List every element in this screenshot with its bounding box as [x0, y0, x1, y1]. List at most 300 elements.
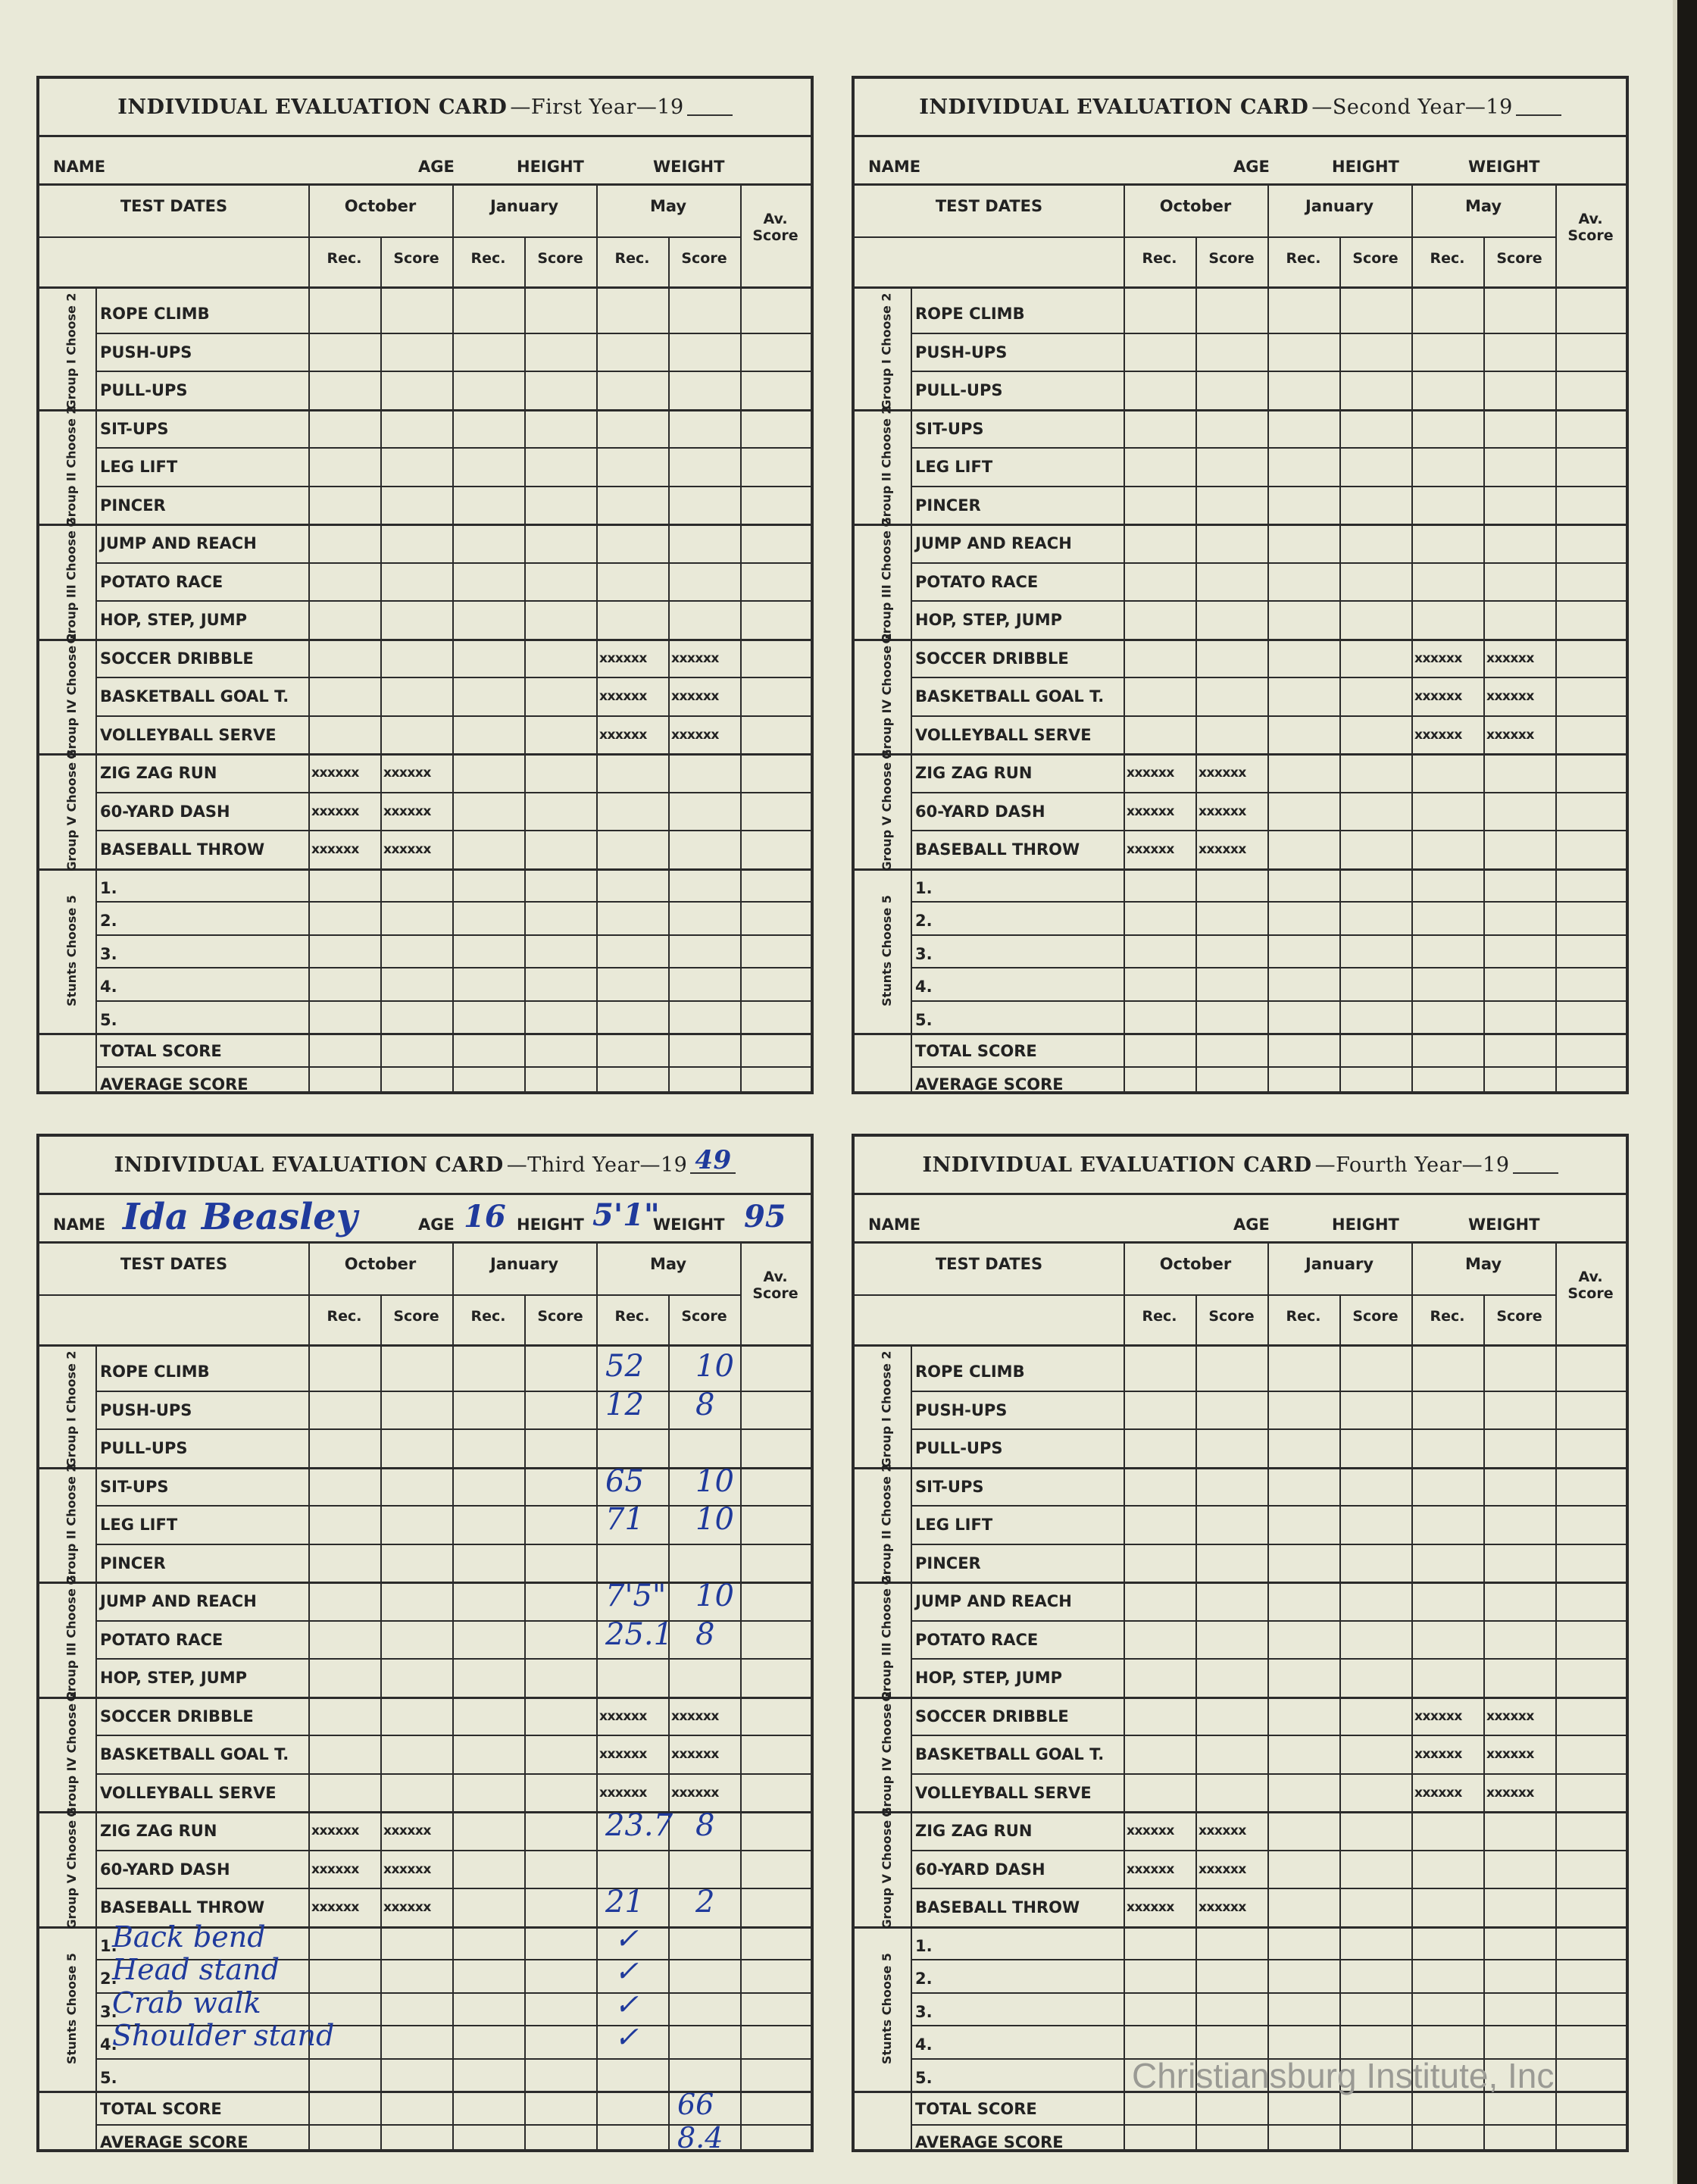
test-row-label: VOLLEYBALL SERVE — [915, 1783, 1092, 1802]
blocked-cell: xxxxxx — [1127, 803, 1174, 819]
year-fill: 49 — [695, 1145, 732, 1175]
test-row-label: 5. — [100, 2068, 117, 2087]
month-header-may: May — [1464, 197, 1502, 215]
score-header: Score — [1208, 250, 1255, 267]
blocked-cell: xxxxxx — [1127, 842, 1174, 857]
stunt-entry: Head stand — [112, 1953, 280, 1986]
grid-vline — [1555, 183, 1557, 1091]
blocked-cell: xxxxxx — [1199, 1900, 1246, 1915]
grid-vline — [1124, 183, 1125, 1091]
row-line — [95, 371, 811, 372]
row-line — [95, 600, 811, 602]
blocked-cell: xxxxxx — [1486, 1747, 1534, 1762]
test-row-label: 1. — [100, 878, 117, 897]
rec-header: Rec. — [1286, 1308, 1321, 1325]
test-row-label: 4. — [915, 978, 933, 996]
test-row-label: POTATO RACE — [100, 1630, 223, 1649]
header-bottom — [39, 1344, 811, 1347]
test-row-label: PUSH-UPS — [100, 343, 192, 361]
test-row-label: 5. — [915, 2068, 933, 2087]
year-blank — [690, 1145, 736, 1175]
group-label — [865, 1926, 908, 2092]
blocked-cell: xxxxxx — [383, 1823, 431, 1838]
group-label — [50, 1352, 92, 1467]
test-row-label: JUMP AND REACH — [100, 534, 257, 552]
blocked-cell: xxxxxx — [1486, 1785, 1534, 1801]
may-rec-entry: 21 — [605, 1885, 644, 1920]
month-header-january: January — [1305, 1255, 1374, 1273]
stunt-check: ✓ — [614, 2020, 639, 2054]
test-row-label: 1. — [100, 1936, 117, 1955]
row-line — [95, 901, 811, 903]
header-line — [39, 236, 740, 238]
group-label-text: Group III Choose 2 — [64, 1575, 79, 1702]
score-header: Score — [393, 1308, 439, 1325]
total-label: TOTAL SCORE — [100, 2100, 222, 2118]
name-row — [39, 1193, 811, 1244]
row-line — [95, 2058, 811, 2060]
blocked-cell: xxxxxx — [599, 1747, 647, 1762]
weight-label: WEIGHT — [653, 1216, 725, 1234]
group-label-text: Group II Choose 2 — [64, 1463, 79, 1585]
score-grid — [39, 1241, 811, 2154]
month-header-october: October — [344, 197, 417, 215]
blocked-cell: xxxxxx — [599, 650, 647, 666]
group-label-text: Group V Choose 2 — [879, 1807, 894, 1930]
row-line — [911, 1000, 1626, 1002]
row-line — [855, 1582, 1626, 1584]
total-label: TOTAL SCORE — [915, 2100, 1037, 2118]
row-line — [855, 639, 1626, 641]
row-line — [911, 1773, 1626, 1775]
test-row-label: 60-YARD DASH — [915, 802, 1045, 821]
grid-vline — [1411, 183, 1413, 1091]
watermark: Christiansburg Institute, Inc — [1132, 2056, 1555, 2095]
score-header: Score — [681, 250, 727, 267]
row-line — [911, 677, 1626, 678]
header-bottom — [39, 286, 811, 289]
group-label-text: Group IV Choose 2 — [879, 1690, 894, 1817]
test-dates-header: TEST DATES — [120, 197, 228, 215]
row-line — [95, 677, 811, 678]
blocked-cell: xxxxxx — [311, 803, 359, 819]
header-bottom — [855, 1344, 1626, 1347]
rec-header: Rec. — [1430, 250, 1465, 267]
blocked-cell: xxxxxx — [671, 650, 719, 666]
group-label — [865, 1575, 908, 1702]
test-row-label: JUMP AND REACH — [100, 1592, 257, 1610]
weight-label: WEIGHT — [1468, 158, 1540, 176]
test-row-label: PINCER — [915, 496, 981, 515]
row-line — [911, 934, 1626, 936]
age-label: AGE — [1233, 158, 1270, 176]
test-row-label: ROPE CLIMB — [915, 305, 1025, 323]
may-rec-entry: 52 — [605, 1349, 644, 1384]
test-row-label: ZIG ZAG RUN — [100, 1822, 217, 1840]
blocked-cell: xxxxxx — [1486, 650, 1534, 666]
blocked-cell: xxxxxx — [1199, 1861, 1246, 1877]
blocked-cell: xxxxxx — [1414, 1747, 1462, 1762]
group-label-text: Group V Choose 2 — [64, 749, 79, 872]
test-row-label: ZIG ZAG RUN — [915, 1822, 1033, 1840]
total-label: TOTAL SCORE — [915, 1042, 1037, 1060]
av-score-header: Av. Score — [752, 211, 798, 244]
test-row-label: 5. — [915, 1010, 933, 1029]
grid-vline — [452, 1241, 454, 2149]
test-row-label: PULL-UPS — [915, 1439, 1003, 1457]
row-line — [911, 1992, 1626, 1994]
month-header-january: January — [1305, 197, 1374, 215]
card-title — [39, 79, 811, 137]
height-label: HEIGHT — [517, 1216, 584, 1234]
group-label-text: Group IV Choose 2 — [879, 632, 894, 759]
test-dates-header: TEST DATES — [935, 1255, 1043, 1273]
row-line — [95, 1735, 811, 1736]
name-label: NAME — [53, 158, 106, 176]
group-label-text: Group III Choose 2 — [64, 518, 79, 644]
may-rec-entry: 23.7 — [605, 1808, 673, 1843]
may-score-entry: 8 — [695, 1616, 715, 1652]
stunt-check: ✓ — [614, 1954, 639, 1988]
row-line — [95, 715, 811, 717]
evaluation-card-3 — [36, 1134, 814, 2152]
rec-header: Rec. — [1430, 1308, 1465, 1325]
test-row-label: SIT-UPS — [915, 419, 984, 438]
age-label: AGE — [418, 1216, 455, 1234]
blocked-cell: xxxxxx — [383, 1900, 431, 1915]
card-year-label: —Second Year—19 — [1311, 95, 1513, 119]
test-row-label: 60-YARD DASH — [915, 1860, 1045, 1879]
row-line — [911, 1066, 1626, 1068]
row-line — [911, 1850, 1626, 1851]
row-line — [911, 2025, 1626, 2026]
test-row-label: PULL-UPS — [100, 1439, 188, 1457]
month-header-may: May — [649, 1255, 687, 1273]
row-line — [911, 1391, 1626, 1392]
grid-vline — [1411, 1241, 1413, 2149]
row-line — [95, 562, 811, 564]
stunt-entry: Back bend — [112, 1920, 266, 1954]
total-label: AVERAGE SCORE — [915, 2133, 1064, 2151]
test-row-label: 60-YARD DASH — [100, 802, 230, 821]
test-row-label: PULL-UPS — [915, 381, 1003, 399]
test-row-label: 3. — [100, 944, 117, 963]
row-line — [95, 1544, 811, 1545]
total-label: AVERAGE SCORE — [100, 2133, 248, 2151]
test-row-label: PINCER — [100, 496, 166, 515]
card-title — [855, 79, 1626, 137]
group-label — [865, 632, 908, 759]
group-label — [50, 1807, 92, 1930]
grid-vline — [740, 1241, 742, 2149]
score-header: Score — [1208, 1308, 1255, 1325]
grid-vline — [668, 1296, 670, 2149]
group-label — [50, 632, 92, 759]
score-header: Score — [1352, 250, 1399, 267]
group-label-text: Stunts Choose 5 — [64, 1952, 79, 2064]
group-label — [865, 518, 908, 644]
row-line — [95, 1658, 811, 1660]
group-label — [50, 1463, 92, 1585]
blocked-cell: xxxxxx — [383, 803, 431, 819]
may-score-entry: 10 — [695, 1502, 734, 1537]
test-row-label: JUMP AND REACH — [915, 1592, 1072, 1610]
blocked-cell: xxxxxx — [671, 1708, 719, 1724]
blocked-cell: xxxxxx — [599, 1785, 647, 1801]
group-divider — [911, 286, 912, 1091]
student-name: Ida Beasley — [123, 1196, 358, 1238]
group-label-text: Group V Choose 2 — [879, 749, 894, 872]
header-bottom — [855, 286, 1626, 289]
row-line — [911, 830, 1626, 831]
height-label: HEIGHT — [1332, 1216, 1399, 1234]
grid-vline — [1339, 1296, 1341, 2149]
test-row-label: BASEBALL THROW — [100, 1898, 265, 1916]
name-label: NAME — [868, 1216, 921, 1234]
group-label — [50, 749, 92, 872]
av-score-header: Av. Score — [752, 1269, 798, 1302]
name-label: NAME — [868, 158, 921, 176]
test-row-label: PINCER — [100, 1554, 166, 1572]
group-label — [50, 868, 92, 1034]
test-row-label: 5. — [100, 1010, 117, 1029]
group-label-text: Stunts Choose 5 — [879, 894, 894, 1006]
row-line — [855, 409, 1626, 411]
test-row-label: 60-YARD DASH — [100, 1860, 230, 1879]
grid-vline — [380, 1296, 382, 2149]
grid-vline — [1555, 1241, 1557, 2149]
header-line — [855, 236, 1555, 238]
test-row-label: 4. — [100, 2035, 117, 2054]
test-row-label: SOCCER DRIBBLE — [100, 649, 254, 668]
test-row-label: PULL-UPS — [100, 381, 188, 399]
test-row-label: ROPE CLIMB — [915, 1363, 1025, 1381]
may-score-entry: 10 — [695, 1579, 734, 1613]
blocked-cell: xxxxxx — [311, 1900, 359, 1915]
row-line — [855, 1926, 1626, 1929]
average-score-entry: 8.4 — [677, 2121, 723, 2154]
row-line — [39, 1033, 811, 1035]
card-title — [39, 1137, 811, 1195]
row-line — [39, 639, 811, 641]
group-label-text: Group I Choose 2 — [879, 293, 894, 410]
evaluation-card-4 — [852, 1134, 1629, 2152]
score-grid — [855, 1241, 1626, 2149]
blocked-cell: xxxxxx — [1199, 842, 1246, 857]
total-label: AVERAGE SCORE — [915, 1075, 1064, 1094]
group-label-text: Stunts Choose 5 — [879, 1952, 894, 2064]
blocked-cell: xxxxxx — [1199, 1823, 1246, 1838]
score-header: Score — [1496, 250, 1542, 267]
row-line — [95, 1850, 811, 1851]
grid-vline — [380, 238, 382, 1091]
grid-vline — [596, 183, 598, 1091]
evaluation-card-1 — [36, 76, 814, 1094]
stunt-check: ✓ — [614, 1921, 639, 1955]
test-row-label: HOP, STEP, JUMP — [100, 1669, 248, 1687]
blocked-cell: xxxxxx — [671, 1785, 719, 1801]
rec-header: Rec. — [614, 1308, 650, 1325]
month-header-january: January — [489, 197, 559, 215]
name-label: NAME — [53, 1216, 106, 1234]
group-label-text: Group IV Choose 2 — [64, 632, 79, 759]
row-line — [911, 792, 1626, 793]
test-row-label: VOLLEYBALL SERVE — [915, 725, 1092, 744]
card-year-label: —Fourth Year—19 — [1314, 1153, 1510, 1177]
grid-vline — [1483, 1296, 1485, 2149]
av-score-header: Av. Score — [1567, 1269, 1614, 1302]
av-score-header: Av. Score — [1567, 211, 1614, 244]
row-line — [911, 486, 1626, 487]
grid-vline — [668, 238, 670, 1091]
row-line — [95, 1428, 811, 1430]
blocked-cell: xxxxxx — [1414, 689, 1462, 704]
test-row-label: BASKETBALL GOAL T. — [915, 1745, 1105, 1763]
group-label-text: Group II Choose 2 — [879, 1463, 894, 1585]
group-label — [865, 1463, 908, 1585]
name-row — [855, 135, 1626, 186]
test-row-label: 4. — [100, 978, 117, 996]
blocked-cell: xxxxxx — [383, 1861, 431, 1877]
blocked-cell: xxxxxx — [311, 842, 359, 857]
grid-vline — [1124, 1241, 1125, 2149]
row-line — [39, 1697, 811, 1699]
row-line — [95, 1773, 811, 1775]
test-row-label: POTATO RACE — [915, 572, 1039, 591]
row-line — [911, 1888, 1626, 1889]
may-score-entry: 8 — [695, 1808, 715, 1843]
rec-header: Rec. — [1142, 250, 1177, 267]
grid-vline — [1267, 183, 1269, 1091]
test-row-label: PUSH-UPS — [100, 1400, 192, 1419]
rec-header: Rec. — [1286, 250, 1321, 267]
group-label-text: Group I Choose 2 — [879, 1350, 894, 1468]
blocked-cell: xxxxxx — [1127, 1861, 1174, 1877]
rec-header: Rec. — [614, 250, 650, 267]
row-line — [95, 486, 811, 487]
grid-vline — [452, 183, 454, 1091]
test-row-label: LEG LIFT — [915, 458, 993, 476]
rec-header: Rec. — [327, 250, 362, 267]
rec-header: Rec. — [1142, 1308, 1177, 1325]
test-row-label: 3. — [915, 2002, 933, 2021]
blocked-cell: xxxxxx — [1127, 765, 1174, 781]
test-row-label: BASEBALL THROW — [915, 840, 1080, 859]
group-label — [50, 405, 92, 527]
height-label: HEIGHT — [1332, 158, 1399, 176]
test-row-label: BASEBALL THROW — [100, 840, 265, 859]
group-label — [50, 1575, 92, 1702]
test-row-label: LEG LIFT — [100, 1516, 178, 1534]
row-line — [39, 868, 811, 871]
row-line — [855, 753, 1626, 756]
blocked-cell: xxxxxx — [1127, 1900, 1174, 1915]
row-line — [95, 1000, 811, 1002]
row-line — [911, 447, 1626, 449]
may-rec-entry: 71 — [605, 1502, 644, 1537]
test-row-label: SOCCER DRIBBLE — [915, 1707, 1069, 1726]
name-row — [39, 135, 811, 186]
group-label — [50, 1926, 92, 2092]
test-row-label: 3. — [915, 944, 933, 963]
row-line — [39, 753, 811, 756]
may-score-entry: 8 — [695, 1387, 715, 1422]
score-header: Score — [537, 250, 583, 267]
height-label: HEIGHT — [517, 158, 584, 176]
test-row-label: HOP, STEP, JUMP — [100, 611, 248, 629]
age-label: AGE — [418, 158, 455, 176]
test-row-label: ROPE CLIMB — [100, 305, 210, 323]
grid-vline — [740, 183, 742, 1091]
grid-vline — [308, 183, 310, 1091]
row-line — [911, 333, 1626, 334]
group-divider — [95, 1344, 97, 2149]
test-row-label: ZIG ZAG RUN — [915, 764, 1033, 782]
may-score-entry: 10 — [695, 1463, 734, 1499]
test-row-label: HOP, STEP, JUMP — [915, 611, 1063, 629]
month-header-january: January — [489, 1255, 559, 1273]
grid-vline — [1267, 1241, 1269, 2149]
group-label — [50, 1690, 92, 1817]
age-label: AGE — [1233, 1216, 1270, 1234]
row-line — [855, 868, 1626, 871]
blocked-cell: xxxxxx — [311, 1823, 359, 1838]
group-label-text: Group V Choose 2 — [64, 1807, 79, 1930]
rec-header: Rec. — [327, 1308, 362, 1325]
group-label — [50, 518, 92, 644]
rec-header: Rec. — [470, 250, 506, 267]
blocked-cell: xxxxxx — [383, 842, 431, 857]
row-line — [39, 524, 811, 526]
year-blank — [1516, 98, 1561, 116]
group-label — [865, 405, 908, 527]
test-row-label: BASKETBALL GOAL T. — [100, 1745, 289, 1763]
header-line — [39, 1294, 740, 1296]
card-title-prefix: INDIVIDUAL EVALUATION CARD — [117, 95, 508, 119]
blocked-cell: xxxxxx — [1414, 650, 1462, 666]
group-label-text: Group I Choose 2 — [64, 293, 79, 410]
group-label-text: Stunts Choose 5 — [64, 894, 79, 1006]
group-label — [865, 749, 908, 872]
row-line — [911, 371, 1626, 372]
month-header-october: October — [1159, 197, 1232, 215]
rec-header: Rec. — [470, 1308, 506, 1325]
card-title-prefix: INDIVIDUAL EVALUATION CARD — [919, 95, 1309, 119]
test-row-label: 4. — [915, 2035, 933, 2054]
test-row-label: BASKETBALL GOAL T. — [915, 687, 1105, 706]
row-line — [911, 1544, 1626, 1545]
card-title-prefix: INDIVIDUAL EVALUATION CARD — [114, 1153, 504, 1177]
test-dates-header: TEST DATES — [935, 197, 1043, 215]
test-row-label: SOCCER DRIBBLE — [100, 1707, 254, 1726]
student-age: 16 — [464, 1199, 506, 1234]
row-line — [911, 967, 1626, 968]
row-line — [911, 600, 1626, 602]
card-year-label: —First Year—19 — [510, 95, 684, 119]
test-row-label: 2. — [915, 912, 933, 930]
row-line — [911, 1959, 1626, 1960]
weight-label: WEIGHT — [653, 158, 725, 176]
student-height: 5'1" — [592, 1197, 660, 1233]
score-grid — [39, 183, 811, 1094]
row-line — [95, 934, 811, 936]
score-header: Score — [1352, 1308, 1399, 1325]
year-blank — [687, 98, 733, 116]
card-year-label: —Third Year—19 — [506, 1153, 688, 1177]
row-line — [95, 830, 811, 831]
test-row-label: 1. — [915, 1936, 933, 1955]
test-row-label: BASKETBALL GOAL T. — [100, 687, 289, 706]
